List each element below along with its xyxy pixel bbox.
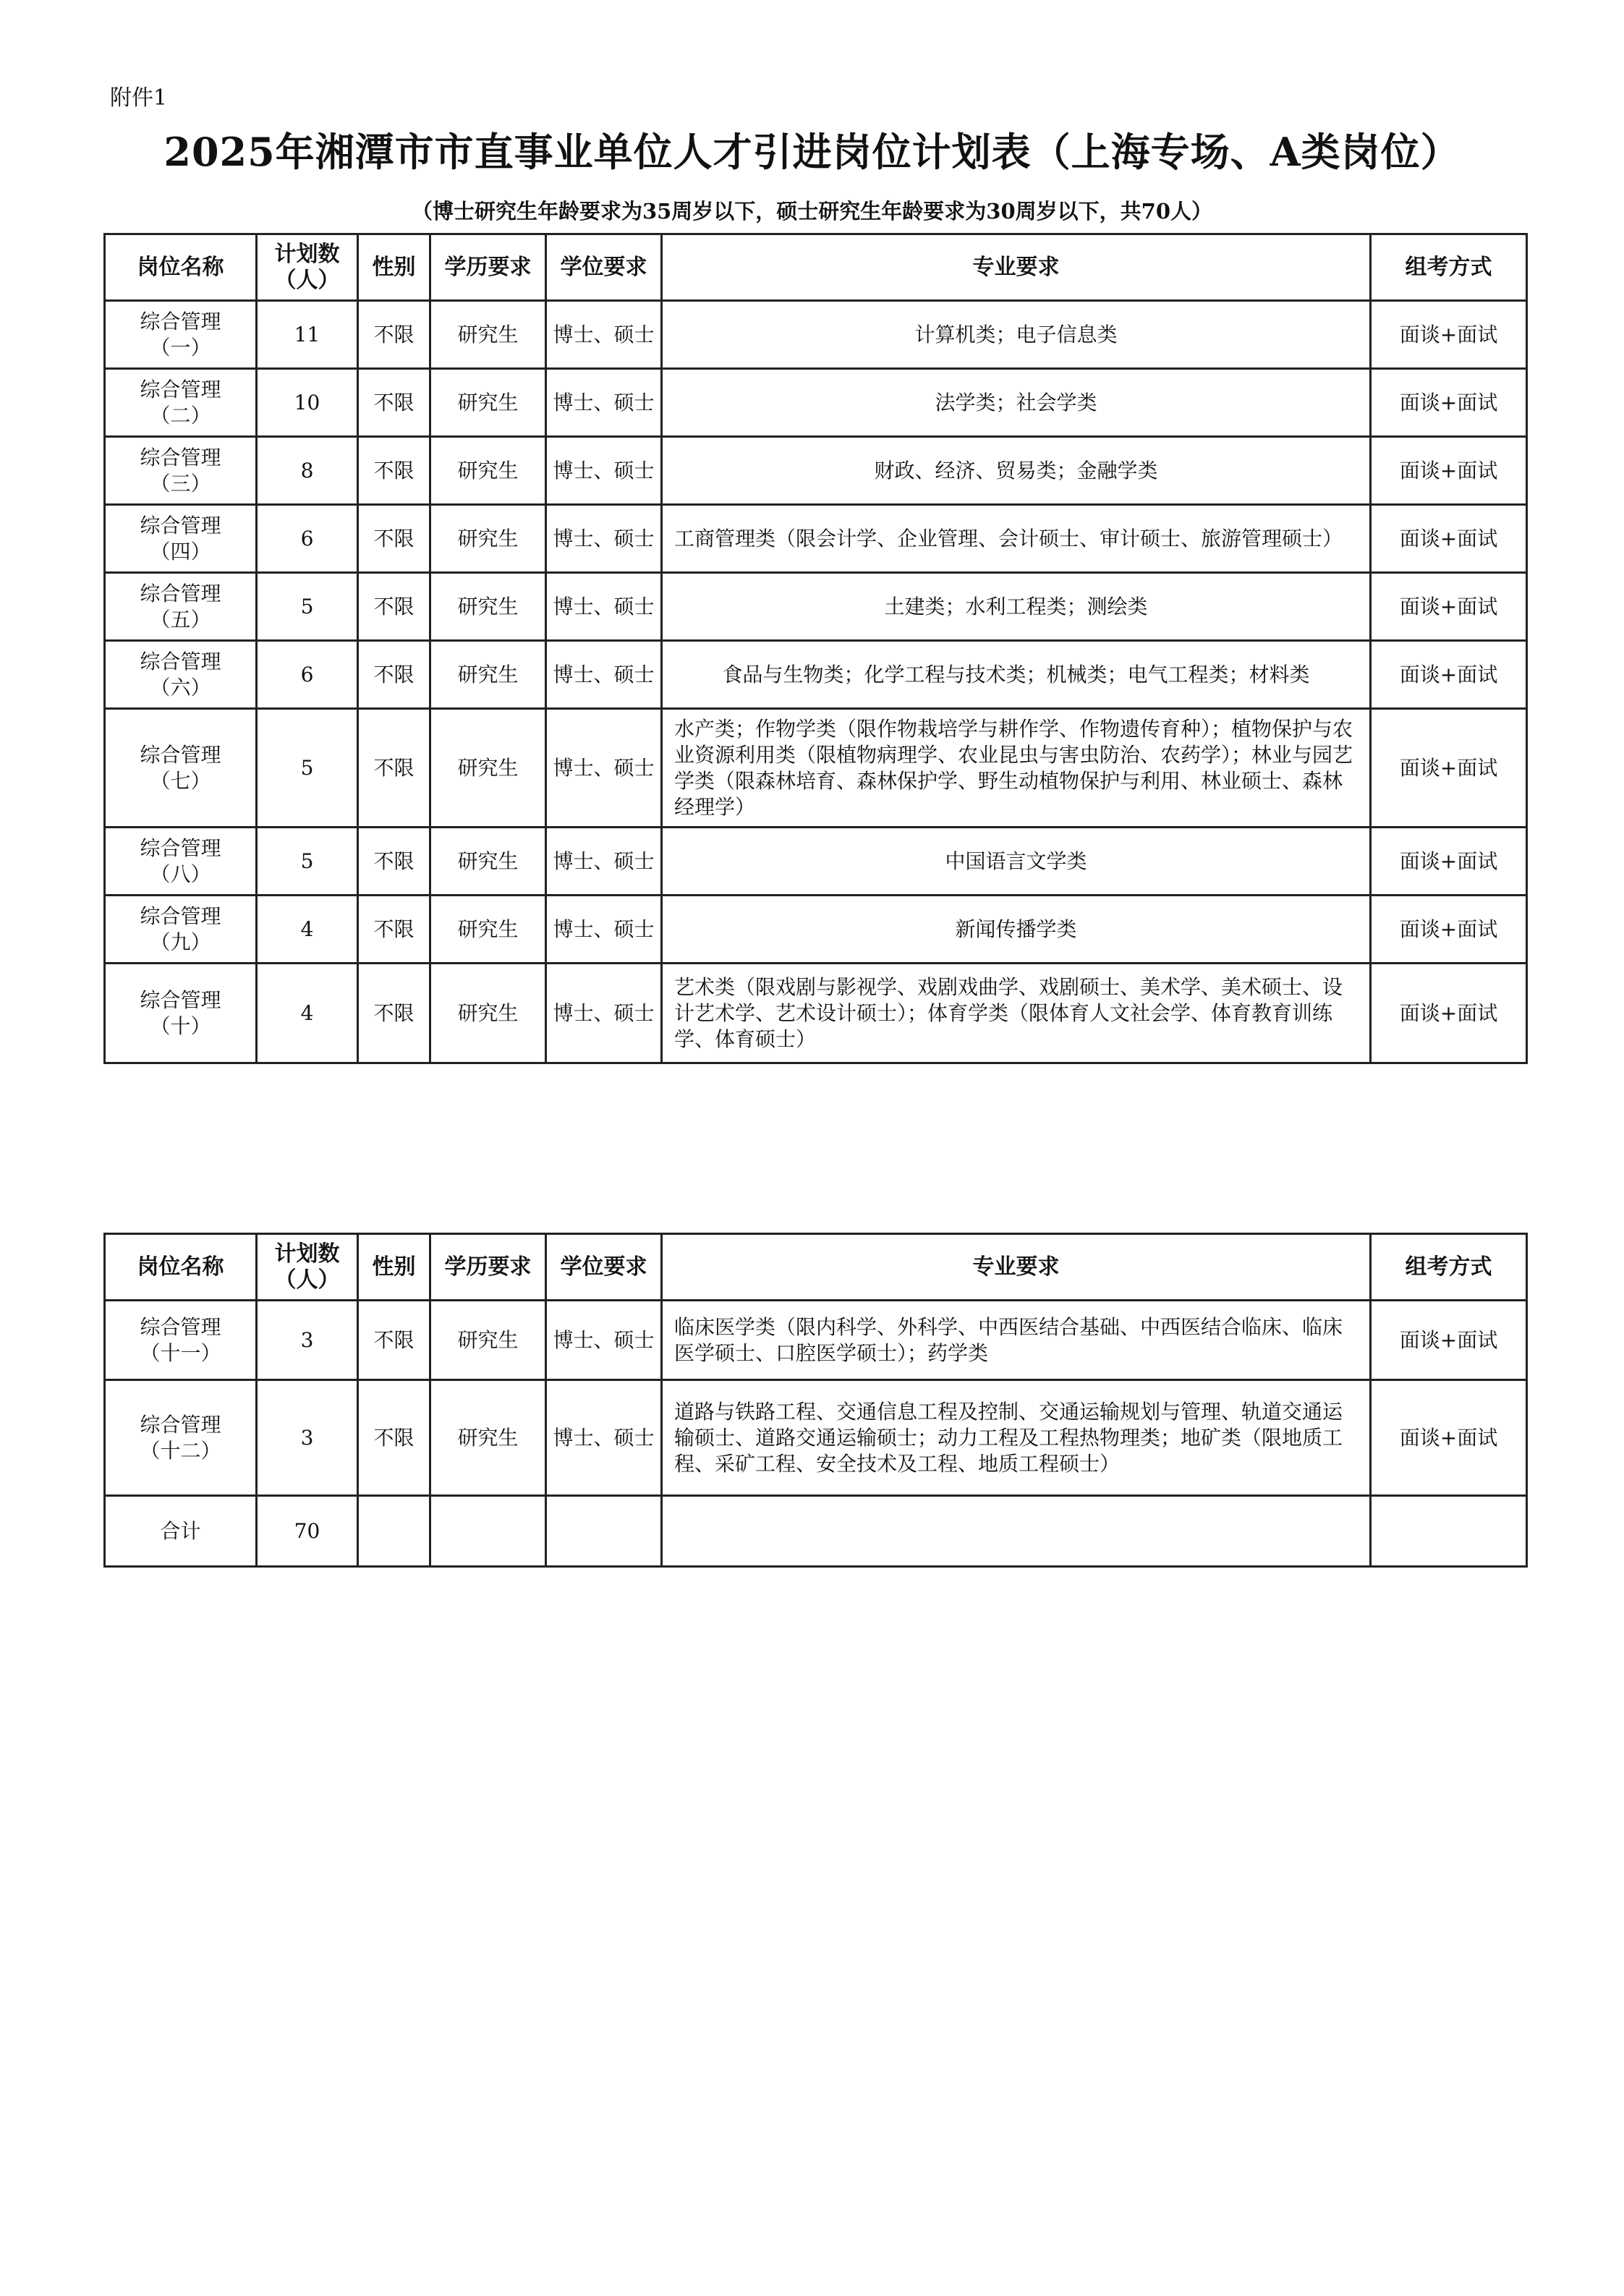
degree-cell: 博士、硕士 [546,505,662,573]
position-name: 综合管理 （十二） [105,1380,257,1496]
header-count: 计划数 （人） [257,234,358,301]
header-gender: 性别 [358,234,430,301]
method-cell: 面谈+面试 [1371,709,1527,828]
header-degree: 学位要求 [546,1234,662,1301]
empty-cell [546,1496,662,1567]
table-header-row [105,1234,1527,1301]
major-cell: 中国语言文学类 [662,828,1371,896]
table-row [105,369,1527,437]
plan-count: 6 [257,505,358,573]
degree-cell: 博士、硕士 [546,964,662,1063]
total-label: 合计 [105,1496,257,1567]
method-cell: 面谈+面试 [1371,828,1527,896]
major-cell: 道路与铁路工程、交通信息工程及控制、交通运输规划与管理、轨道交通运输硕士、道路交通运输硕士；动力工程及工程热物理类；地矿类（限地质工程、采矿工程、安全技术及工程、地质工程硕士） [662,1380,1371,1496]
degree-cell: 博士、硕士 [546,1301,662,1380]
education-cell: 研究生 [430,1301,546,1380]
education-cell: 研究生 [430,505,546,573]
empty-cell [430,1496,546,1567]
table-row [105,301,1527,369]
major-cell: 食品与生物类；化学工程与技术类；机械类；电气工程类；材料类 [662,641,1371,709]
table-row [105,896,1527,964]
gender-cell: 不限 [358,1301,430,1380]
table-row [105,1301,1527,1380]
plan-table-1 [103,233,1528,1064]
method-cell: 面谈+面试 [1371,301,1527,369]
position-name: 综合管理 （八） [105,828,257,896]
education-cell: 研究生 [430,964,546,1063]
plan-count: 8 [257,437,358,505]
header-method: 组考方式 [1371,1234,1527,1301]
header-major: 专业要求 [662,234,1371,301]
plan-count: 5 [257,709,358,828]
attachment-label: 附件1 [110,85,168,111]
education-cell: 研究生 [430,896,546,964]
method-cell: 面谈+面试 [1371,641,1527,709]
position-name: 综合管理 （六） [105,641,257,709]
table-row [105,1380,1527,1496]
plan-count: 6 [257,641,358,709]
gender-cell: 不限 [358,573,430,641]
plan-count: 5 [257,573,358,641]
plan-count: 3 [257,1301,358,1380]
gender-cell: 不限 [358,1380,430,1496]
major-cell: 计算机类；电子信息类 [662,301,1371,369]
position-name: 综合管理 （五） [105,573,257,641]
gender-cell: 不限 [358,369,430,437]
plan-count: 10 [257,369,358,437]
major-cell: 财政、经济、贸易类；金融学类 [662,437,1371,505]
total-row [105,1496,1527,1567]
table-row [105,709,1527,828]
table-row [105,505,1527,573]
method-cell: 面谈+面试 [1371,964,1527,1063]
degree-cell: 博士、硕士 [546,1380,662,1496]
empty-cell [1371,1496,1527,1567]
table-header-row [105,234,1527,301]
degree-cell: 博士、硕士 [546,641,662,709]
plan-count: 4 [257,964,358,1063]
header-degree: 学位要求 [546,234,662,301]
gender-cell: 不限 [358,709,430,828]
total-count: 70 [257,1496,358,1567]
empty-cell [358,1496,430,1567]
plan-count: 11 [257,301,358,369]
position-name: 综合管理 （二） [105,369,257,437]
header-method: 组考方式 [1371,234,1527,301]
header-position: 岗位名称 [105,234,257,301]
position-name: 综合管理 （三） [105,437,257,505]
method-cell: 面谈+面试 [1371,1380,1527,1496]
education-cell: 研究生 [430,709,546,828]
header-major: 专业要求 [662,1234,1371,1301]
major-cell: 艺术类（限戏剧与影视学、戏剧戏曲学、戏剧硕士、美术学、美术硕士、设计艺术学、艺术设计硕士）；体育学类（限体育人文社会学、体育教育训练学、体育硕士） [662,964,1371,1063]
plan-count: 3 [257,1380,358,1496]
header-position: 岗位名称 [105,1234,257,1301]
position-name: 综合管理 （七） [105,709,257,828]
position-name: 综合管理 （十一） [105,1301,257,1380]
education-cell: 研究生 [430,641,546,709]
header-education: 学历要求 [430,234,546,301]
education-cell: 研究生 [430,1380,546,1496]
method-cell: 面谈+面试 [1371,573,1527,641]
major-cell: 水产类；作物学类（限作物栽培学与耕作学、作物遗传育种）；植物保护与农业资源利用类（限植物病理学、农业昆虫与害虫防治、农药学）；林业与园艺学类（限森林培育、森林保护学、野生动植物保护与利用、林业硕士、森林经理学） [662,709,1371,828]
header-education: 学历要求 [430,1234,546,1301]
table-row [105,437,1527,505]
table-row [105,641,1527,709]
major-cell: 土建类；水利工程类；测绘类 [662,573,1371,641]
method-cell: 面谈+面试 [1371,505,1527,573]
degree-cell: 博士、硕士 [546,828,662,896]
major-cell: 法学类；社会学类 [662,369,1371,437]
degree-cell: 博士、硕士 [546,437,662,505]
gender-cell: 不限 [358,301,430,369]
header-gender: 性别 [358,1234,430,1301]
gender-cell: 不限 [358,896,430,964]
method-cell: 面谈+面试 [1371,896,1527,964]
gender-cell: 不限 [358,505,430,573]
position-name: 综合管理 （九） [105,896,257,964]
degree-cell: 博士、硕士 [546,573,662,641]
method-cell: 面谈+面试 [1371,437,1527,505]
degree-cell: 博士、硕士 [546,709,662,828]
method-cell: 面谈+面试 [1371,369,1527,437]
major-cell: 临床医学类（限内科学、外科学、中西医结合基础、中西医结合临床、临床医学硕士、口腔医学硕士）；药学类 [662,1301,1371,1380]
page-title: 2025年湘潭市市直事业单位人才引进岗位计划表（上海专场、A类岗位） [163,129,1461,175]
table-row [105,828,1527,896]
degree-cell: 博士、硕士 [546,896,662,964]
table-row [105,573,1527,641]
plan-count: 5 [257,828,358,896]
major-cell: 工商管理类（限会计学、企业管理、会计硕士、审计硕士、旅游管理硕士） [662,505,1371,573]
degree-cell: 博士、硕士 [546,301,662,369]
gender-cell: 不限 [358,828,430,896]
degree-cell: 博士、硕士 [546,369,662,437]
plan-count: 4 [257,896,358,964]
gender-cell: 不限 [358,641,430,709]
major-cell: 新闻传播学类 [662,896,1371,964]
position-name: 综合管理 （四） [105,505,257,573]
position-name: 综合管理 （一） [105,301,257,369]
header-count: 计划数 （人） [257,1234,358,1301]
empty-cell [662,1496,1371,1567]
plan-table-2 [103,1233,1528,1568]
education-cell: 研究生 [430,573,546,641]
education-cell: 研究生 [430,437,546,505]
method-cell: 面谈+面试 [1371,1301,1527,1380]
education-cell: 研究生 [430,828,546,896]
education-cell: 研究生 [430,301,546,369]
education-cell: 研究生 [430,369,546,437]
gender-cell: 不限 [358,437,430,505]
page-subtitle: （博士研究生年龄要求为35周岁以下，硕士研究生年龄要求为30周岁以下，共70人） [411,199,1213,224]
gender-cell: 不限 [358,964,430,1063]
position-name: 综合管理 （十） [105,964,257,1063]
table-row [105,964,1527,1063]
